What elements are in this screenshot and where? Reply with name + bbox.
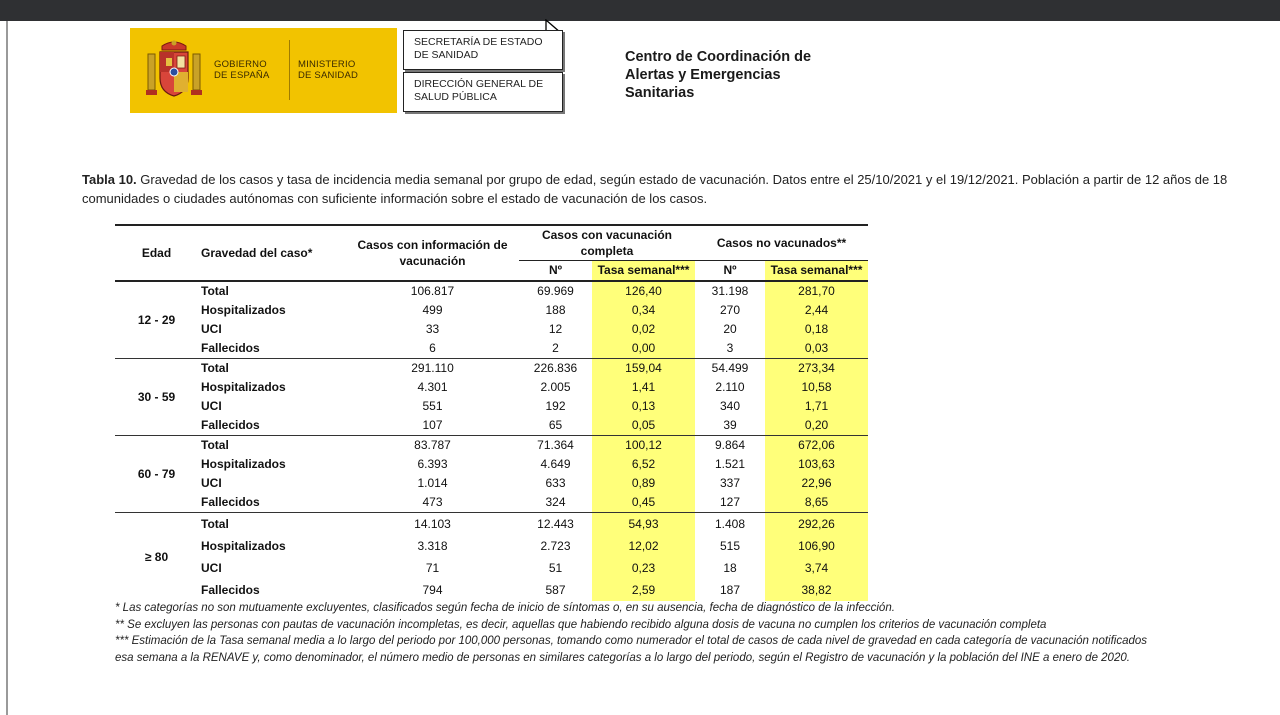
table-row	[115, 320, 868, 339]
unvaccinated-count-cell: 1.521	[714, 457, 746, 471]
unvaccinated-rate-cell: 10,58	[765, 378, 868, 397]
unvaccinated-count-cell: 1.408	[714, 516, 746, 531]
vaccinated-rate-cell: 12,02	[592, 535, 695, 557]
unvaccinated-rate-cell: 0,03	[765, 339, 868, 359]
unvaccinated-count-cell: 3	[695, 339, 765, 359]
header-casos-info: Casos con información de vacunación	[346, 225, 519, 281]
vaccinated-count-cell: 587	[545, 582, 566, 597]
cases-info-cell: 291.110	[411, 361, 454, 375]
vaccinated-rate-cell: 54,93	[592, 513, 695, 536]
vaccinated-rate-cell: 159,04	[592, 359, 695, 379]
vaccinated-count-cell: 51	[548, 560, 563, 575]
table-body	[115, 281, 868, 601]
unvaccinated-rate-cell: 38,82	[765, 579, 868, 601]
cases-info-cell: 3.318	[417, 538, 448, 553]
caption-text: Gravedad de los casos y tasa de incidencia media semanal por grupo de edad, según estado de vacunación. Datos entre el 25/10/2021 y el 19/12/2021. Población a partir de 12 años de 18 comunidades o ciudades autónomas con suficiente información sobre el estado de vacunación de los casos.	[82, 172, 1228, 206]
coat-of-arms-icon	[144, 38, 204, 102]
unvaccinated-rate-cell: 281,70	[765, 281, 868, 301]
header-vacunacion-completa: Casos con vacunación completa	[519, 225, 695, 261]
unvaccinated-rate-cell: 273,34	[765, 359, 868, 379]
severity-cell: Total	[201, 438, 229, 452]
severity-cell: Fallecidos	[198, 339, 346, 359]
footnotes	[115, 600, 1245, 666]
vaccinated-count-cell: 226.836	[533, 361, 578, 375]
unvaccinated-count-cell: 39	[695, 416, 765, 436]
logo-text-gobierno: GOBIERNO DE ESPAÑA	[214, 59, 270, 81]
vaccination-table	[115, 224, 868, 601]
vaccinated-count-cell: 4.649	[540, 457, 571, 471]
table-row	[115, 359, 868, 379]
severity-cell: UCI	[201, 322, 222, 336]
vaccinated-count-cell: 2.005	[540, 380, 571, 394]
cases-info-cell: 6.393	[417, 457, 448, 471]
footnote-2: ** Se excluyen las personas con pautas de vacunación incompletas, es decir, aquellas que habiendo recibido alguna dosis de vacuna no cumplen los criterios de vacunación completa	[115, 618, 1047, 631]
cases-info-cell: 33	[425, 322, 440, 336]
vaccinated-rate-cell: 1,41	[592, 378, 695, 397]
vaccinated-count-cell: 633	[545, 476, 566, 490]
severity-cell: Fallecidos	[201, 582, 260, 597]
unvaccinated-rate-cell: 1,71	[765, 397, 868, 416]
unvaccinated-count-cell: 18	[723, 560, 737, 575]
header-edad: Edad	[115, 225, 198, 281]
table-row	[115, 281, 868, 301]
age-group-cell: 60 - 79	[115, 436, 198, 513]
unvaccinated-count-cell: 54.499	[711, 361, 749, 375]
header-tasa-no-vacunados: Tasa semanal***	[765, 261, 868, 282]
table-row	[115, 378, 868, 397]
vaccinated-count-cell: 65	[519, 416, 592, 436]
unvaccinated-rate-cell: 22,96	[765, 474, 868, 493]
cases-info-cell: 794	[422, 582, 443, 597]
severity-cell: Total	[201, 361, 229, 375]
age-group-cell: ≥ 80	[144, 549, 169, 564]
table-caption	[82, 170, 1232, 208]
table-row	[115, 416, 868, 436]
vaccinated-rate-cell: 0,89	[592, 474, 695, 493]
cases-info-cell: 83.787	[414, 438, 451, 452]
document-left-edge	[6, 21, 8, 715]
window-top-bar	[0, 0, 1280, 21]
age-group-cell: 30 - 59	[115, 359, 198, 436]
cases-info-cell: 551	[422, 399, 443, 413]
table-row	[115, 397, 868, 416]
table-row	[115, 535, 868, 557]
cases-info-cell: 473	[346, 493, 519, 513]
table-row	[115, 557, 868, 579]
cases-info-cell: 107	[346, 416, 519, 436]
cases-info-cell: 106.817	[410, 284, 455, 298]
header-tasa-vacunados: Tasa semanal***	[592, 261, 695, 282]
header-n-no-vacunados: Nº	[695, 261, 765, 282]
vaccinated-rate-cell: 0,00	[592, 339, 695, 359]
table-row	[115, 579, 868, 601]
caption-label: Tabla 10.	[82, 172, 137, 187]
header-gravedad: Gravedad del caso*	[198, 225, 346, 281]
unvaccinated-count-cell: 187	[719, 582, 741, 597]
vaccinated-rate-cell: 0,34	[592, 301, 695, 320]
unvaccinated-count-cell: 337	[719, 476, 741, 490]
logo-divider	[289, 40, 290, 100]
vaccinated-count-cell: 324	[519, 493, 592, 513]
unvaccinated-rate-cell: 0,20	[765, 416, 868, 436]
unvaccinated-count-cell: 515	[719, 538, 741, 553]
unvaccinated-count-cell: 9.864	[714, 438, 746, 452]
severity-cell: Total	[201, 284, 229, 298]
unvaccinated-rate-cell: 3,74	[765, 557, 868, 579]
footnote-3-continued: esa semana a la RENAVE y, como denominador, el número medio de personas en similares categorías a lo largo del periodo, según el Registro de vacunación y la población del INE a enero de 2020.	[115, 651, 1130, 664]
vaccinated-rate-cell: 0,13	[592, 397, 695, 416]
severity-cell: Hospitalizados	[201, 538, 286, 553]
unvaccinated-count-cell: 127	[695, 493, 765, 513]
unvaccinated-count-cell: 20	[723, 322, 737, 336]
vaccinated-count-cell: 192	[545, 399, 566, 413]
vaccinated-count-cell: 188	[545, 303, 566, 317]
table-row	[115, 474, 868, 493]
severity-cell: Hospitalizados	[201, 457, 286, 471]
vaccinated-rate-cell: 100,12	[592, 436, 695, 456]
severity-cell: UCI	[201, 560, 222, 575]
centro-coordinacion-title: Centro de Coordinación de Alertas y Emergencias Sanitarias	[625, 49, 812, 101]
vaccinated-count-cell: 71.364	[537, 438, 574, 452]
vaccinated-count-cell: 69.969	[537, 284, 574, 298]
cases-info-cell: 14.103	[414, 516, 451, 531]
vaccinated-rate-cell: 0,23	[592, 557, 695, 579]
vaccinated-rate-cell: 6,52	[592, 455, 695, 474]
age-group-cell: 12 - 29	[115, 281, 198, 359]
vaccinated-count-cell: 2.723	[540, 538, 571, 553]
table-row	[115, 493, 868, 513]
unvaccinated-rate-cell: 103,63	[765, 455, 868, 474]
severity-cell: Fallecidos	[198, 416, 346, 436]
unvaccinated-rate-cell: 8,65	[765, 493, 868, 513]
government-logo	[130, 28, 397, 113]
table-row	[115, 301, 868, 320]
unvaccinated-count-cell: 340	[719, 399, 741, 413]
unvaccinated-count-cell: 31.198	[711, 284, 749, 298]
vaccinated-rate-cell: 0,02	[592, 320, 695, 339]
vaccinated-count-cell: 12.443	[537, 516, 574, 531]
vaccinated-rate-cell: 0,05	[592, 416, 695, 436]
vaccinated-rate-cell: 126,40	[592, 281, 695, 301]
direccion-box: DIRECCIÓN GENERAL DE SALUD PÚBLICA	[403, 72, 563, 112]
unvaccinated-rate-cell: 106,90	[765, 535, 868, 557]
vaccination-table-container	[115, 224, 868, 601]
logo-text-ministerio: MINISTERIO DE SANIDAD	[298, 59, 359, 81]
vaccinated-count-cell: 2	[519, 339, 592, 359]
severity-cell: UCI	[201, 476, 222, 490]
severity-cell: UCI	[201, 399, 222, 413]
severity-cell: Fallecidos	[198, 493, 346, 513]
vaccinated-count-cell: 12	[548, 322, 563, 336]
unvaccinated-rate-cell: 0,18	[765, 320, 868, 339]
cases-info-cell: 499	[422, 303, 443, 317]
vaccinated-rate-cell: 2,59	[592, 579, 695, 601]
header-no-vacunados: Casos no vacunados**	[695, 225, 868, 261]
cases-info-cell: 71	[425, 560, 440, 575]
vaccinated-rate-cell: 0,45	[592, 493, 695, 513]
cases-info-cell: 4.301	[417, 380, 448, 394]
table-row	[115, 339, 868, 359]
unvaccinated-count-cell: 2.110	[715, 380, 745, 394]
footnote-3: *** Estimación de la Tasa semanal media a lo largo del periodo por 100,000 personas, tomando como numerador el total de casos de cada nivel de gravedad en cada categoría de vacunación notificados	[115, 635, 1148, 647]
cases-info-cell: 1.014	[417, 476, 448, 490]
severity-cell: Hospitalizados	[201, 380, 286, 394]
unvaccinated-rate-cell: 672,06	[765, 436, 868, 456]
secretaria-box: SECRETARÍA DE ESTADO DE SANIDAD	[403, 30, 563, 70]
severity-cell: Total	[201, 516, 229, 531]
cases-info-cell: 6	[346, 339, 519, 359]
table-row	[115, 513, 868, 536]
footnote-1: * Las categorías no son mutuamente excluyentes, clasificados según fecha de inicio de síntomas o, en su ausencia, fecha de diagnóstico de la infección.	[115, 602, 895, 614]
unvaccinated-rate-cell: 2,44	[765, 301, 868, 320]
severity-cell: Hospitalizados	[201, 303, 286, 317]
table-row	[115, 455, 868, 474]
unvaccinated-rate-cell: 292,26	[765, 513, 868, 536]
table-row	[115, 436, 868, 456]
unvaccinated-count-cell: 270	[719, 303, 741, 317]
header-n-vacunados: Nº	[519, 261, 592, 282]
